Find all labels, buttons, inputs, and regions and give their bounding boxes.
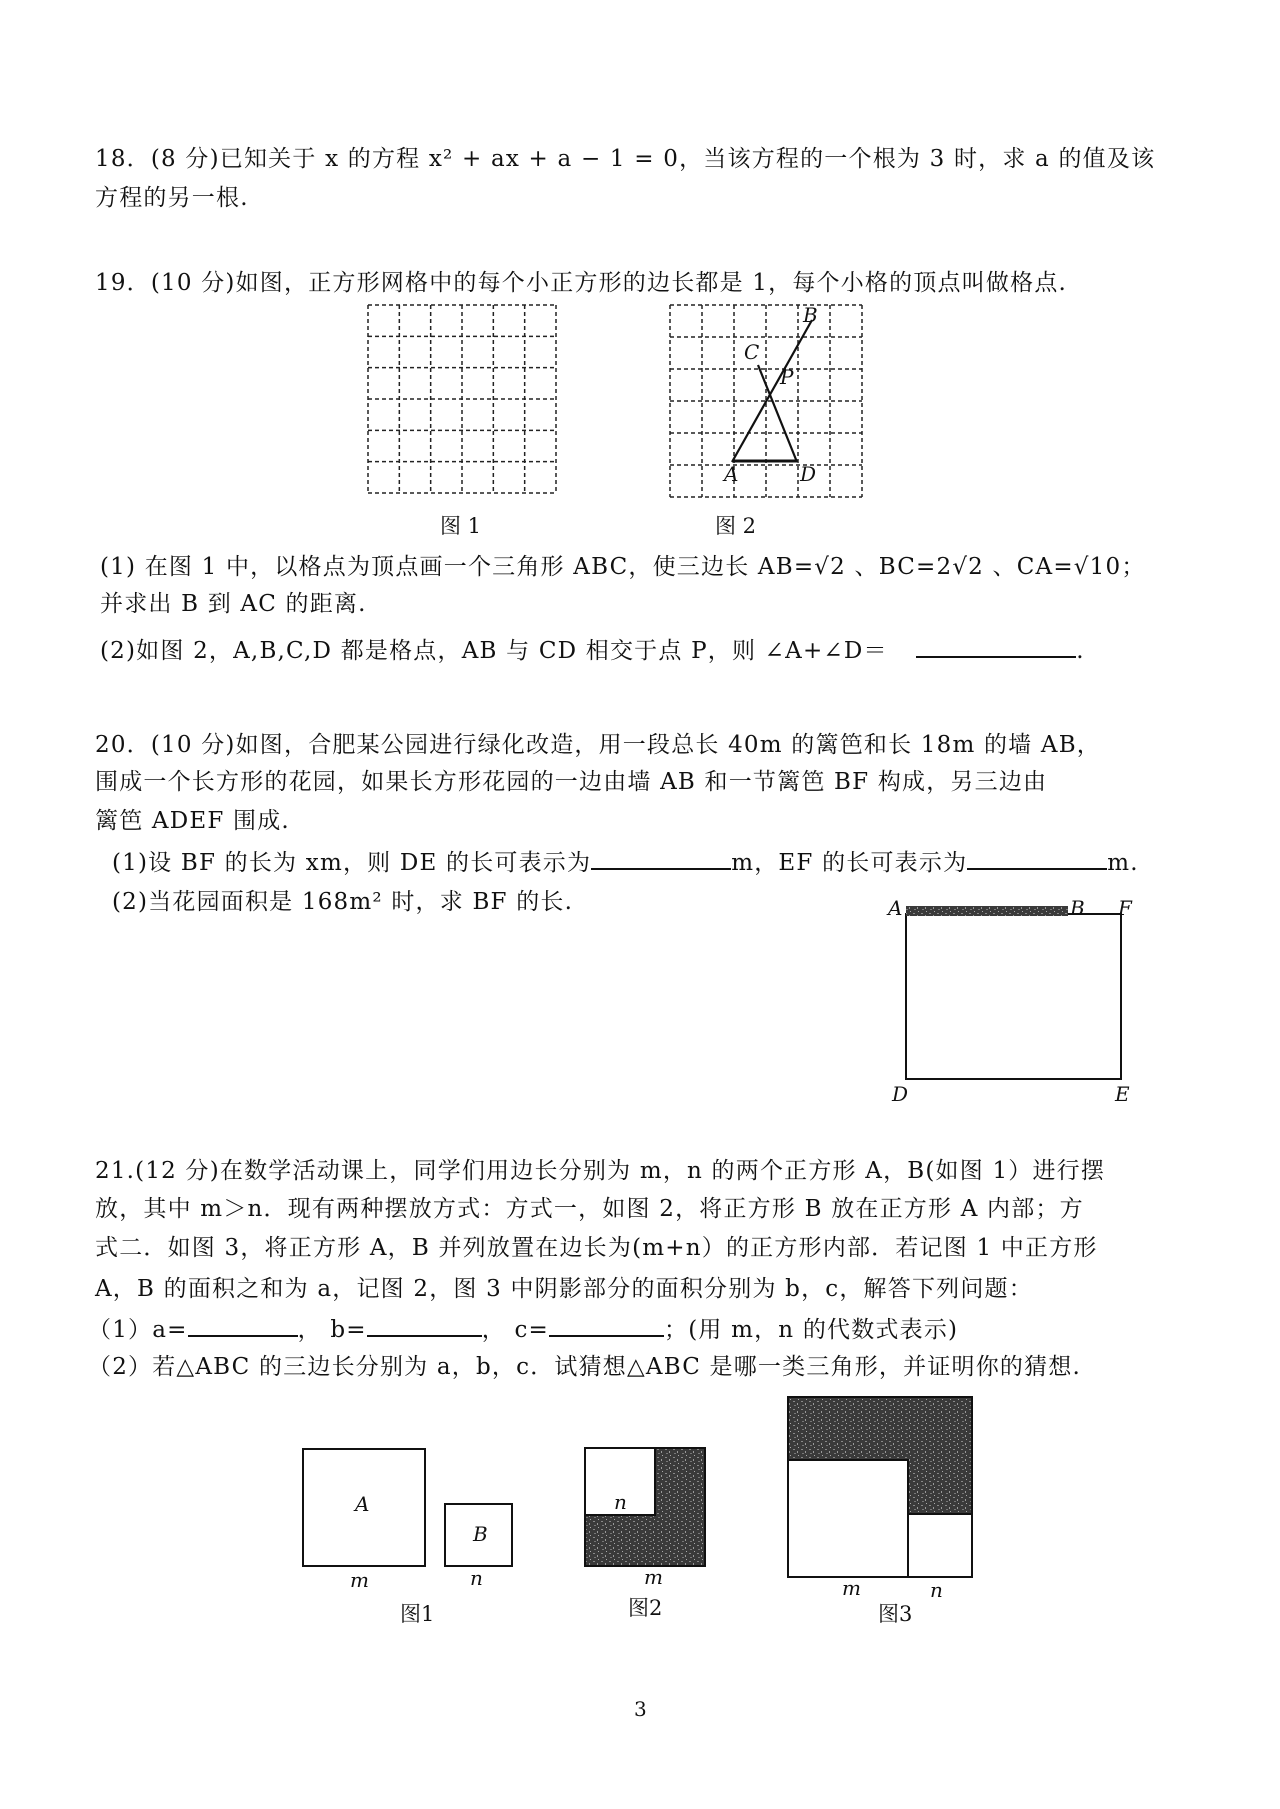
q20-part1-text-a: (1)设 BF 的长为 xm，则 DE 的长可表示为 [112,850,592,876]
fig1-square-a-label: A [355,1492,370,1516]
fig3-n-label: n [930,1578,943,1602]
grid-figure-1 [368,305,556,493]
fig2-m-label: m [644,1565,663,1589]
point-b-label: B [803,303,818,327]
fig1-caption: 图 1 [440,514,482,538]
answer-blank-de[interactable] [591,846,731,870]
fig2-n-label: n [614,1490,627,1514]
point-p-label: P [780,365,794,389]
answer-blank-ef[interactable] [967,846,1107,870]
q20-part1 [112,846,1139,878]
q21-fig2-caption: 图2 [628,1596,663,1620]
q21-part1-text-c: ， c= [481,1317,549,1343]
fig1-square-b-label: B [473,1522,488,1546]
label-f: F [1118,896,1132,920]
q21-part1-text-a: （1）a= [88,1317,188,1343]
q21-fig1-caption: 图1 [400,1602,435,1626]
q19-line1: 19．(10 分)如图，正方形网格中的每个小正方形的边长都是 1，每个小格的顶点叫做格点. [95,270,1068,296]
page-number: 3 [634,1697,648,1721]
q18-line2: 方程的另一根. [95,185,249,211]
q21-line2: 放，其中 m＞n．现有两种摆放方式：方式一，如图 2，将正方形 B 放在正方形 A 内部；方 [95,1196,1084,1222]
q19-part1-line1: (1) 在图 1 中，以格点为顶点画一个三角形 ABC，使三边长 AB=√2 、BC=2√2 、CA=√10； [100,554,1146,580]
fig3-m-label: m [842,1576,861,1600]
q21-part1-text-b: ， b= [297,1317,367,1343]
wall-ab [906,906,1068,916]
q20-part1-text-c: m. [1107,850,1139,876]
q21-figure-2 [585,1448,705,1566]
answer-blank-a[interactable] [188,1313,298,1337]
q21-part2: （2）若△ABC 的三边长分别为 a，b，c．试猜想△ABC 是哪一类三角形，并证明你的猜想. [88,1354,1082,1380]
answer-blank-b[interactable] [367,1313,482,1337]
q19-part1-line2: 并求出 B 到 AC 的距离. [100,591,367,617]
point-a-label: A [724,462,739,486]
q20-line1: 20．(10 分)如图，合肥某公园进行绿化改造，用一段总长 40m 的篱笆和长 18m 的墙 AB， [95,732,1102,758]
q21-part1-text-d: ；(用 m，n 的代数式表示) [664,1317,959,1343]
q18-line1: 18．(8 分)已知关于 x 的方程 x² + ax + a − 1 = 0，当该方程的一个根为 3 时，求 a 的值及该 [95,146,1156,172]
fig1-n-label: n [470,1566,483,1590]
answer-blank-c[interactable] [549,1313,664,1337]
q19-part2-end: . [1076,638,1085,664]
garden-rectangle [906,906,1121,1079]
label-a: A [888,896,903,920]
q21-figure-1 [303,1449,512,1566]
q20-part2: (2)当花园面积是 168m² 时，求 BF 的长. [112,889,574,915]
label-d: D [892,1082,909,1106]
q19-part2 [100,634,1085,666]
q21-part1 [88,1313,958,1345]
label-e: E [1115,1082,1130,1106]
fig2-caption: 图 2 [715,514,757,538]
point-d-label: D [800,462,817,486]
q20-line2: 围成一个长方形的花园，如果长方形花园的一边由墙 AB 和一节篱笆 BF 构成，另三边由 [95,769,1048,795]
q21-fig3-caption: 图3 [878,1602,913,1626]
answer-blank-angle[interactable] [916,634,1076,658]
label-b: B [1070,896,1085,920]
fig1-m-label: m [350,1568,369,1592]
q19-part2-text: (2)如图 2，A,B,C,D 都是格点，AB 与 CD 相交于点 P，则 ∠A+∠D＝ [100,638,888,664]
q21-line4: A，B 的面积之和为 a，记图 2，图 3 中阴影部分的面积分别为 b，c，解答下列问题： [95,1276,1033,1302]
point-c-label: C [744,340,760,364]
q21-figure-3 [788,1397,972,1577]
q21-line3: 式二．如图 3，将正方形 A，B 并列放置在边长为(m+n）的正方形内部．若记图 1 中正方形 [95,1235,1098,1261]
q20-part1-text-b: m，EF 的长可表示为 [731,850,968,876]
q20-line3: 篱笆 ADEF 围成. [95,808,290,834]
q21-line1: 21.(12 分)在数学活动课上，同学们用边长分别为 m，n 的两个正方形 A，B(如图 1）进行摆 [95,1158,1106,1184]
